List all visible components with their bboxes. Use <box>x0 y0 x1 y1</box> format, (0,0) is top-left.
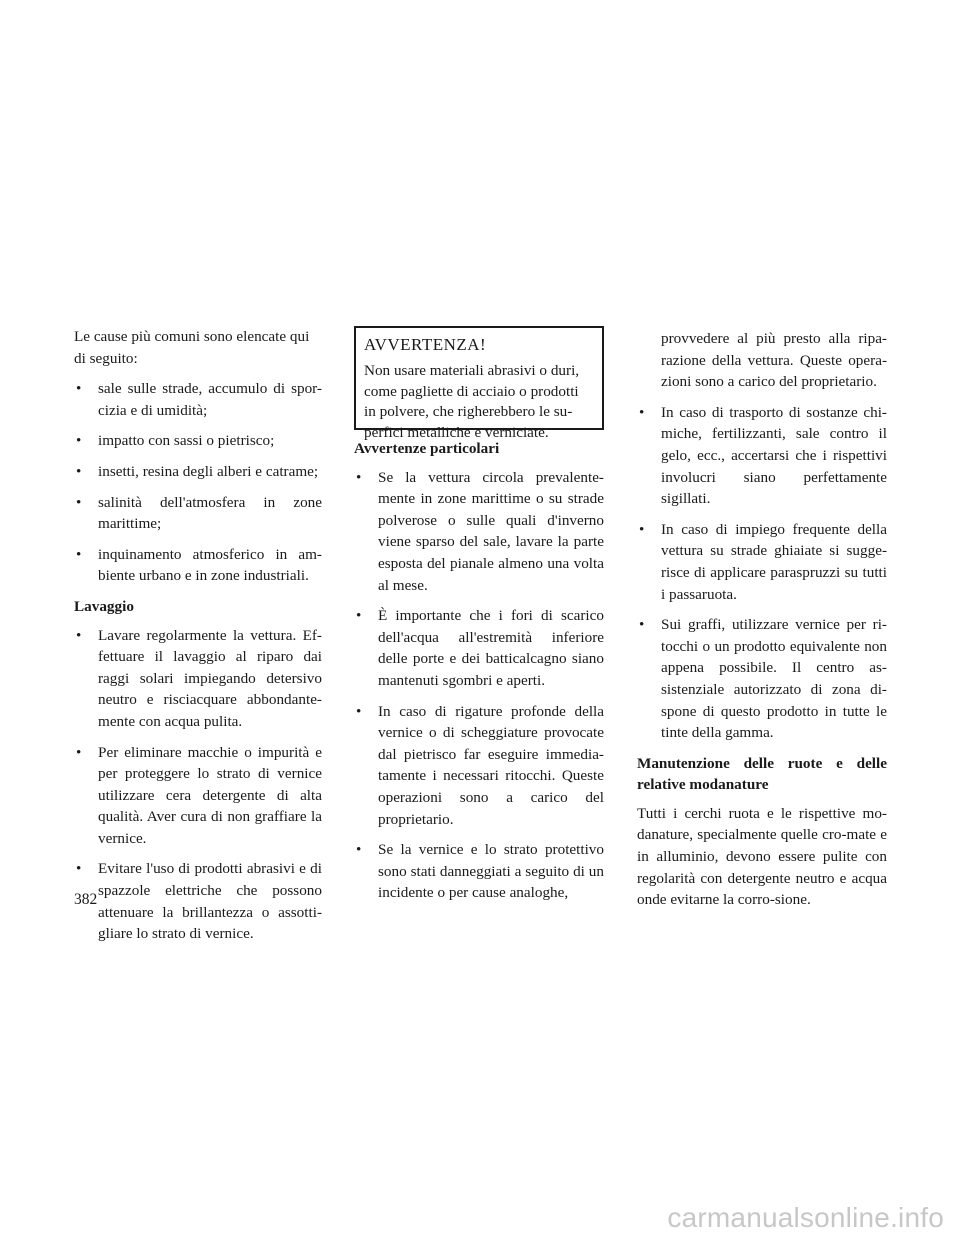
bullet-icon: • <box>639 403 645 421</box>
column-left <box>74 326 322 954</box>
bullet-icon: • <box>76 432 82 450</box>
continuation-list <box>637 328 887 744</box>
section-heading-ruote: Manutenzione delle ruote e delle relative modanature <box>637 754 887 794</box>
bullet-icon: • <box>639 616 645 634</box>
list-item: • Evitare l'uso di prodotti abrasivi e di spazzole elettriche che possono attenuare la brillantezza o assotti-gliare lo strato di vernice. <box>76 860 322 943</box>
section-heading-lavaggio: Lavaggio <box>74 597 134 615</box>
bullet-icon: • <box>76 860 82 878</box>
bullet-icon: • <box>76 626 82 644</box>
bullet-icon: • <box>76 545 82 563</box>
warning-title: AVVERTENZA! <box>364 335 487 354</box>
bullet-icon: • <box>76 462 82 480</box>
bullet-icon: • <box>76 743 82 761</box>
list-item: • Per eliminare macchie o impurità e per proteggere lo strato di vernice utilizzare cera detergente di alta qualità. Aver cura di non graffiare la vernice. <box>76 743 322 847</box>
list-item-continuation: provvedere al più presto alla ripa-razione della vettura. Queste opera-zioni sono a carico del proprietario. <box>661 330 887 391</box>
bullet-icon: • <box>639 520 645 538</box>
list-item: • Lavare regolarmente la vettura. Ef-fettuare il lavaggio al riparo dai raggi solari impiegando detersivo neutro e risciacquare abbondante-mente con acqua pulita. <box>76 626 322 730</box>
intro-paragraph: Le cause più comuni sono elencate qui di seguito: <box>74 328 310 367</box>
warning-text: Non usare materiali abrasivi o duri, come pagliette di acciaio o prodotti in polvere, che righerebbero le su-perfici metalliche e verniciate. <box>364 362 580 441</box>
avvertenze-list <box>354 467 604 904</box>
list-item: • impatto con sassi o pietrisco; <box>74 430 322 452</box>
column-middle <box>354 326 604 913</box>
list-item: • Sui graffi, utilizzare vernice per ri-tocchi o un prodotto equivalente non appena possibile. Il centro as-sistenziale autorizzato di zona di-spone di questo prodotto in tutte le tinte della gamma. <box>639 616 887 742</box>
bullet-icon: • <box>76 380 82 398</box>
list-item: • Se la vernice e lo strato protettivo sono stati danneggiati a seguito di un incidente o per cause analoghe, <box>356 841 604 902</box>
list-item: • In caso di trasporto di sostanze chi-miche, fertilizzanti, sale contro il gelo, ecc., accertarsi che i rispettivi involucri siano perfettamente sigillati. <box>639 403 887 508</box>
list-item: • sale sulle strade, accumulo di spor-cizia e di umidità; <box>76 380 322 419</box>
section-heading-avvertenze: Avvertenze particolari <box>354 440 500 457</box>
bullet-icon: • <box>356 468 362 486</box>
list-item: • È importante che i fori di scarico dell'acqua all'estremità inferiore delle porte e dei batticalcagno siano mantenuti sgombri e aperti. <box>356 607 604 689</box>
column-right <box>637 328 887 920</box>
list-item: • salinità dell'atmosfera in zone marittime; <box>76 493 322 533</box>
bullet-icon: • <box>76 493 82 511</box>
bullet-icon: • <box>356 841 362 859</box>
page-number: 382 <box>74 891 98 908</box>
watermark-text: carmanualsonline.info <box>667 1202 944 1233</box>
list-item: • In caso di impiego frequente della vettura su strade ghiaiate si sugge-risce di applicare paraspruzzi su tutti i passaruota. <box>639 520 887 603</box>
lavaggio-list <box>74 625 322 945</box>
causes-list <box>74 378 322 587</box>
list-item: • inquinamento atmosferico in am-biente urbano e in zone industriali. <box>76 545 322 585</box>
list-item: • Se la vettura circola prevalente-mente in zone marittime o su strade polverose o sulle quali d'inverno viene sparso del sale, lavare la parte esposta del pianale almeno una volta al mese. <box>356 468 604 594</box>
ruote-paragraph: Tutti i cerchi ruota e le rispettive mo-danature, specialmente quelle cro-mate e in alluminio, devono essere pulite con regolarità con detergente neutro e acqua onde evitarne la corro-sione. <box>637 804 887 909</box>
list-item: • In caso di rigature profonde della vernice o di scheggiature provocate dal pietrisco far eseguire immedia-tamente i necessari ritocchi. Queste operazioni sono a carico del proprietario. <box>356 702 604 828</box>
list-item: • insetti, resina degli alberi e catrame; <box>74 461 322 483</box>
bullet-icon: • <box>356 702 362 720</box>
bullet-icon: • <box>356 607 362 625</box>
warning-box <box>354 326 604 441</box>
